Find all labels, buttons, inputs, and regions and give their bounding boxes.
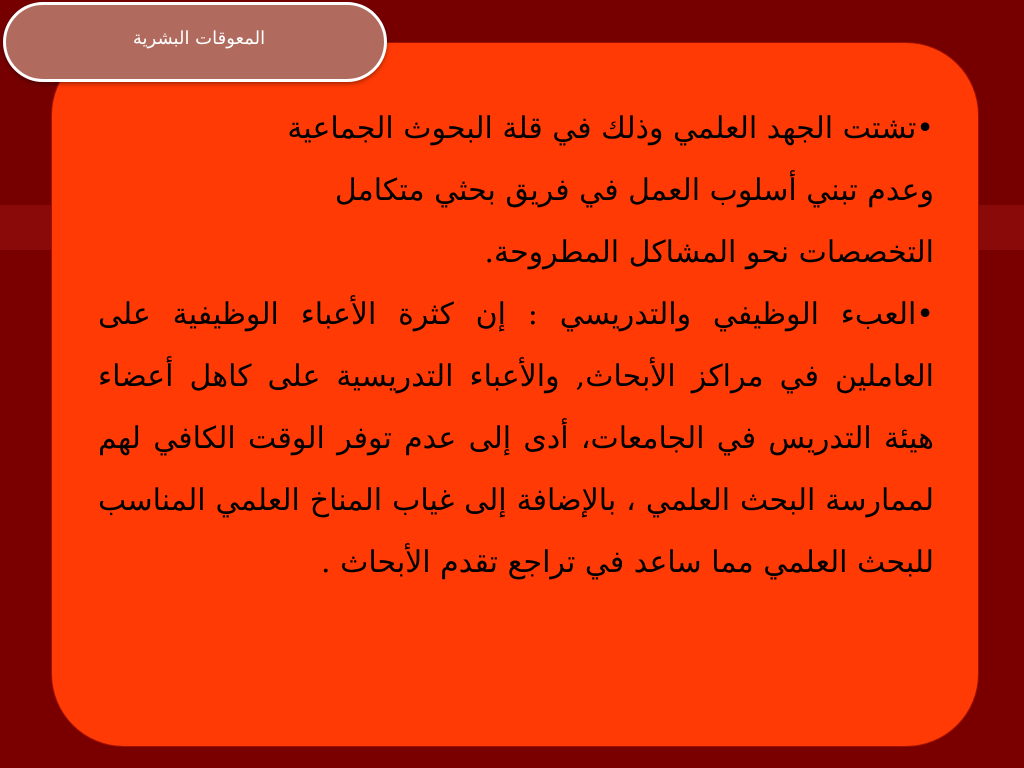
slide-title: المعوقات البشرية [132,27,266,49]
bullet-paragraph-2: •العبء الوظيفي والتدريسي : إن كثرة الأعباء الوظيفية على العاملين في مراكز الأبحاث, والأعباء التدريسية على كاهل أعضاء هيئة التدريس في الجامعات، أدى إلى عدم توفر الوقت الكافي لهم لممارسة البحث العلمي ، بالإضافة إلى غياب المناخ العلمي المناسب للبحث العلمي مما ساعد في تراجع تقدم الأبحاث . [98,297,934,580]
bullet-paragraph-1: •تشتت الجهد العلمي وذلك في قلة البحوث الجماعية وعدم تبني أسلوب العمل في فريق بحثي متكامل التخصصات نحو المشاكل المطروحة. [287,111,934,270]
slide-body [98,98,934,594]
title-tab [3,2,387,82]
